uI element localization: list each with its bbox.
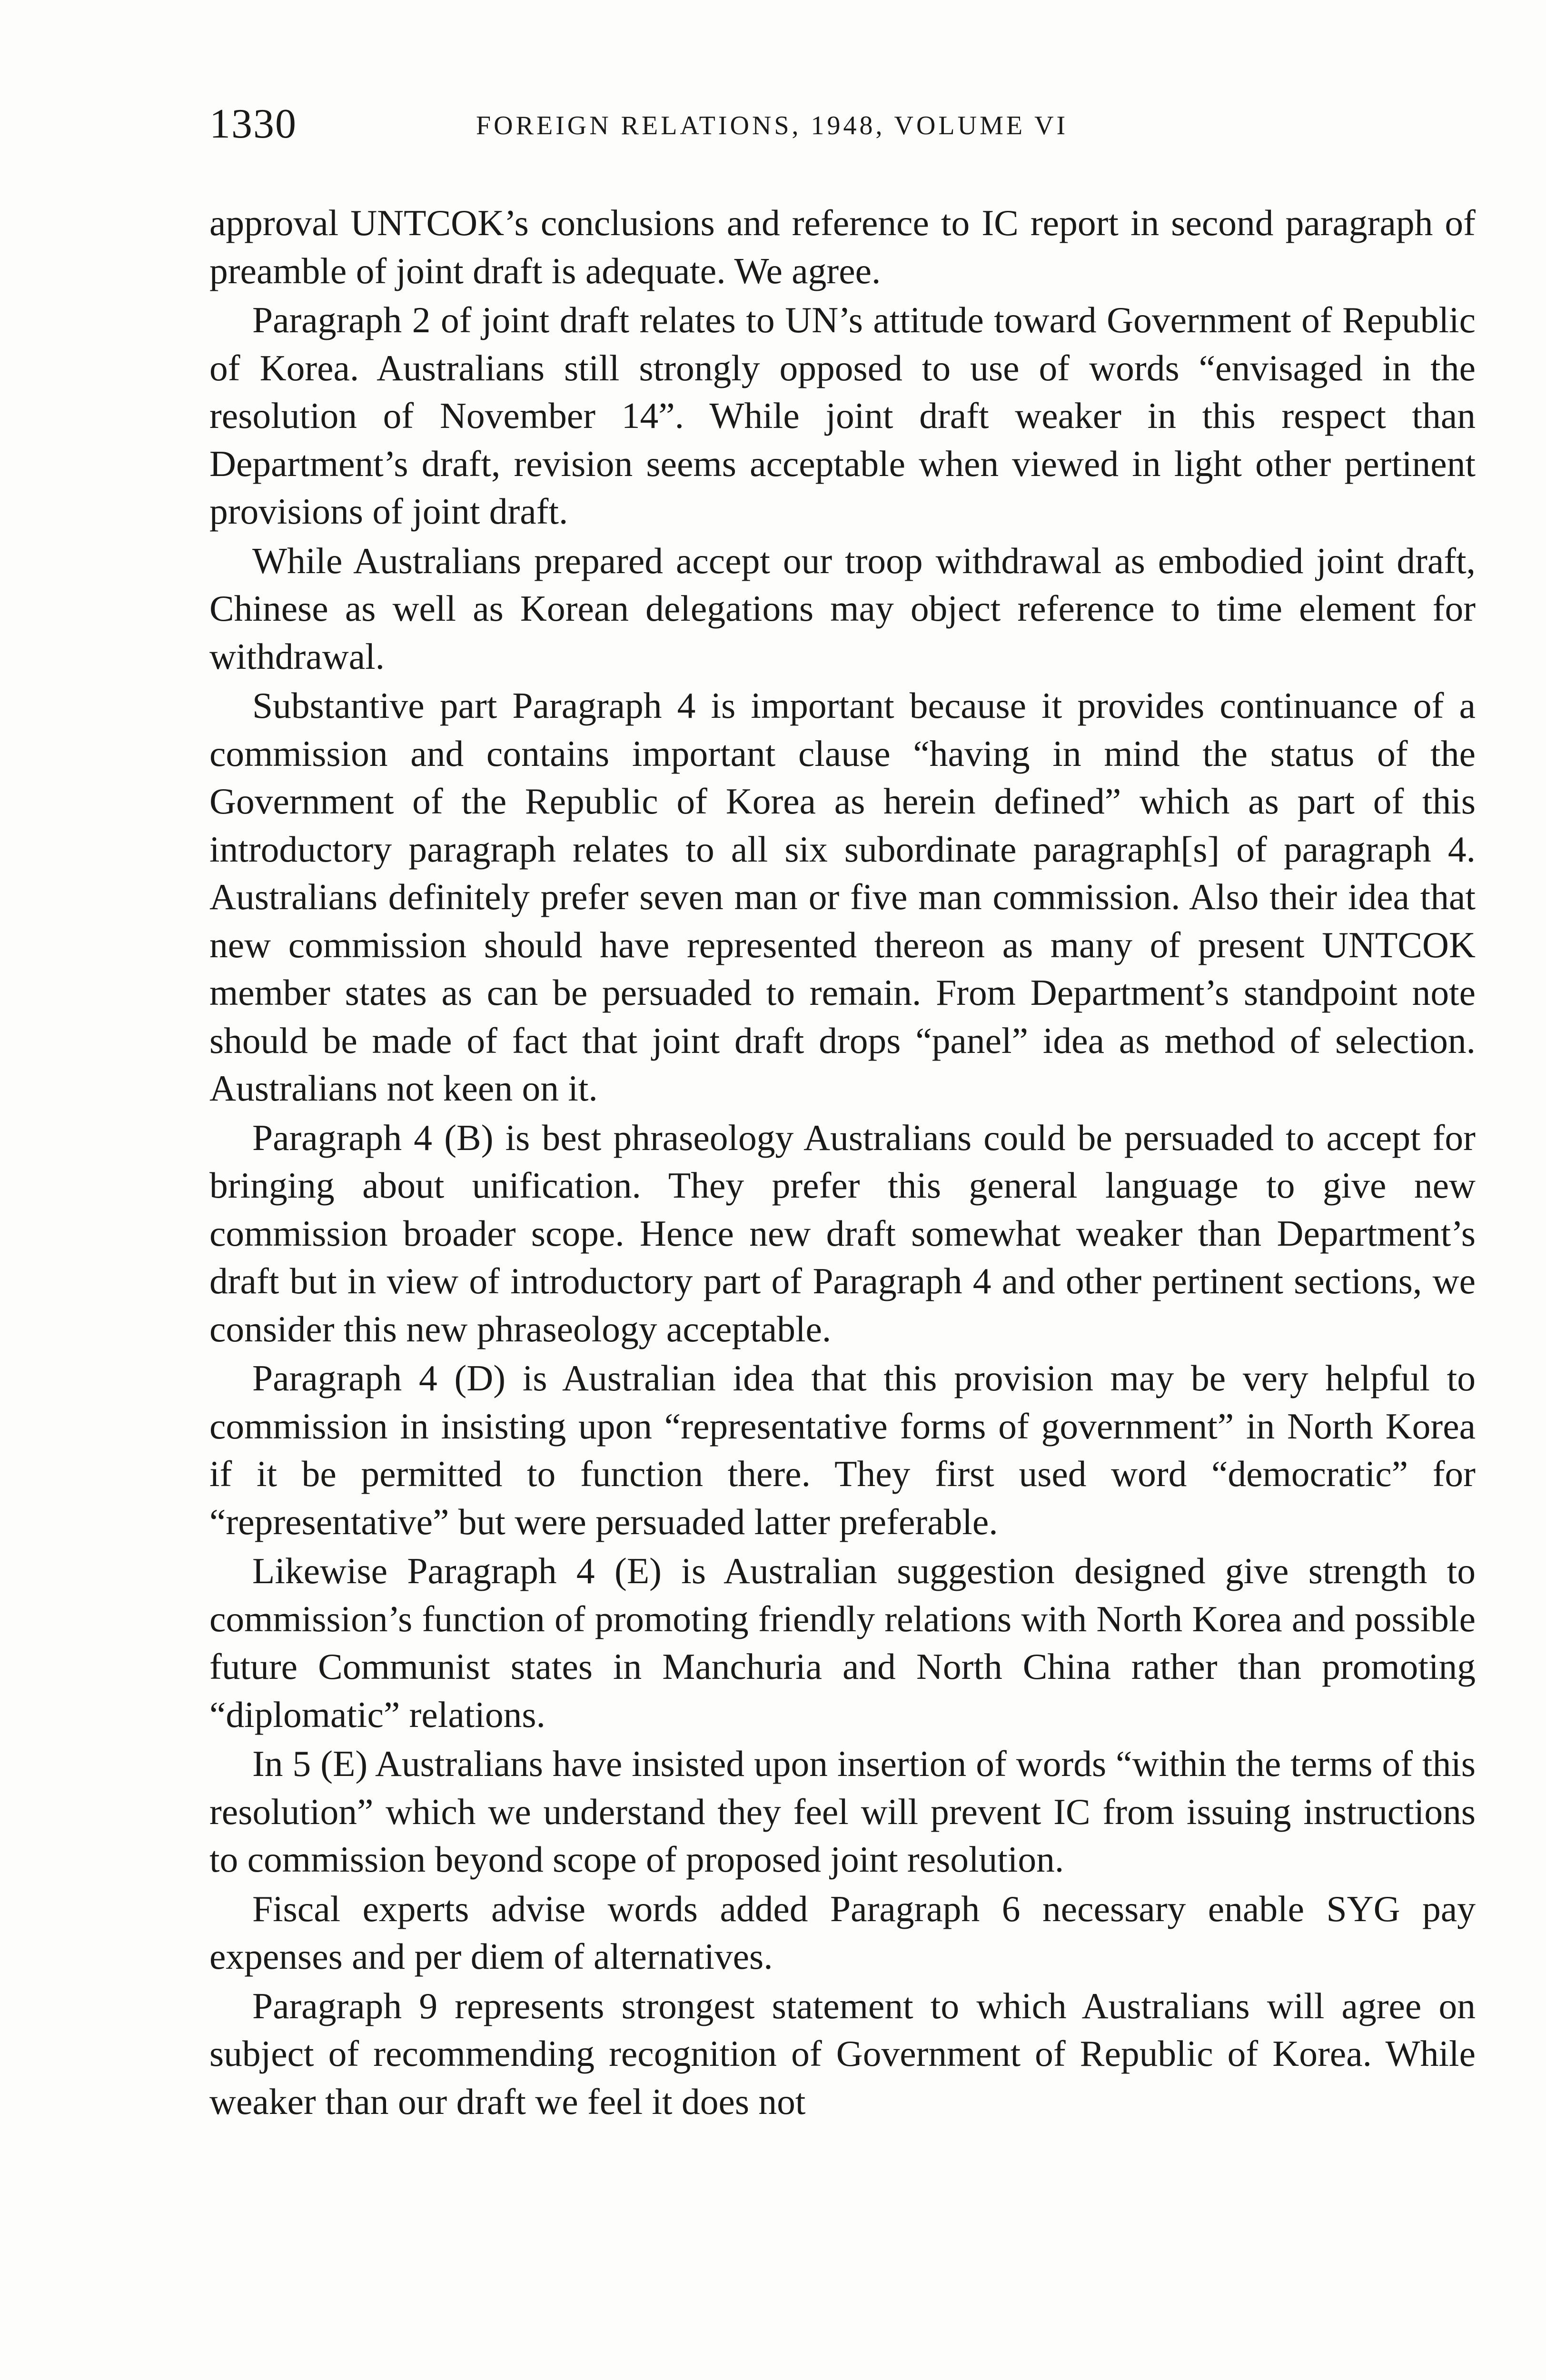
running-title: FOREIGN RELATIONS, 1948, VOLUME VI	[476, 111, 1069, 140]
paragraph-2: Paragraph 2 of joint draft relates to UN’s attitude toward Government of Republic of Korea. Australians still strongly opposed to use of words “envisaged in the resolution of November 14”. While joint draft weaker in this respect than Department’s draft, revision seems acceptable when viewed in light other pertinent provisions of joint draft.	[209, 299, 1476, 532]
paragraph-8: In 5 (E) Australians have insisted upon insertion of words “within the terms of this resolution” which we understand they feel will prevent IC from issuing instructions to commission beyond scope of proposed joint resolution.	[209, 1743, 1476, 1880]
page-number: 1330	[209, 101, 297, 147]
paragraph-6: Paragraph 4 (D) is Australian idea that this provision may be very helpful to commission in insisting upon “representative forms of government” in North Korea if it be permitted to function there. They first used word “democratic” for “representative” but were persuaded latter preferable.	[209, 1358, 1476, 1542]
paragraph-10: Paragraph 9 represents strongest statement to which Australians will agree on subject of recommending recognition of Government of Republic of Korea. While weaker than our draft we feel it does not	[209, 1985, 1476, 2122]
running-header	[209, 100, 1476, 152]
paragraph-5: Paragraph 4 (B) is best phraseology Australians could be persuaded to accept for bringing about unification. They prefer this general language to give new commission broader scope. Hence new draft somewhat weaker than Department’s draft but in view of introductory part of Paragraph 4 and other pertinent sections, we consider this new phraseology acceptable.	[209, 1117, 1476, 1349]
paragraph-continuation: approval UNTCOK’s conclusions and reference to IC report in second paragraph of preamble of joint draft is adequate. We agree.	[209, 202, 1476, 291]
paragraph-9: Fiscal experts advise words added Paragraph 6 necessary enable SYG pay expenses and per diem of alternatives.	[209, 1888, 1476, 1977]
body-text	[209, 199, 1476, 2125]
paragraph-7: Likewise Paragraph 4 (E) is Australian suggestion designed give strength to commission’s function of promoting friendly relations with North Korea and possible future Communist states in Manchuria and North China rather than promoting “diplomatic” relations.	[209, 1550, 1476, 1735]
paragraph-4: Substantive part Paragraph 4 is important because it provides continuance of a commission and contains important clause “having in mind the status of the Government of the Republic of Korea as herein defined” which as part of this introductory paragraph relates to all six subordinate paragraph[s] of paragraph 4. Australians definitely prefer seven man or five man commission. Also their idea that new commission should have represented thereon as many of present UNTCOK member states as can be persuaded to remain. From Department’s standpoint note should be made of fact that joint draft drops “panel” idea as method of selection. Australians not keen on it.	[209, 685, 1476, 1109]
paragraph-3: While Australians prepared accept our troop withdrawal as embodied joint draft, Chinese as well as Korean delegations may object reference to time element for withdrawal.	[209, 540, 1476, 677]
